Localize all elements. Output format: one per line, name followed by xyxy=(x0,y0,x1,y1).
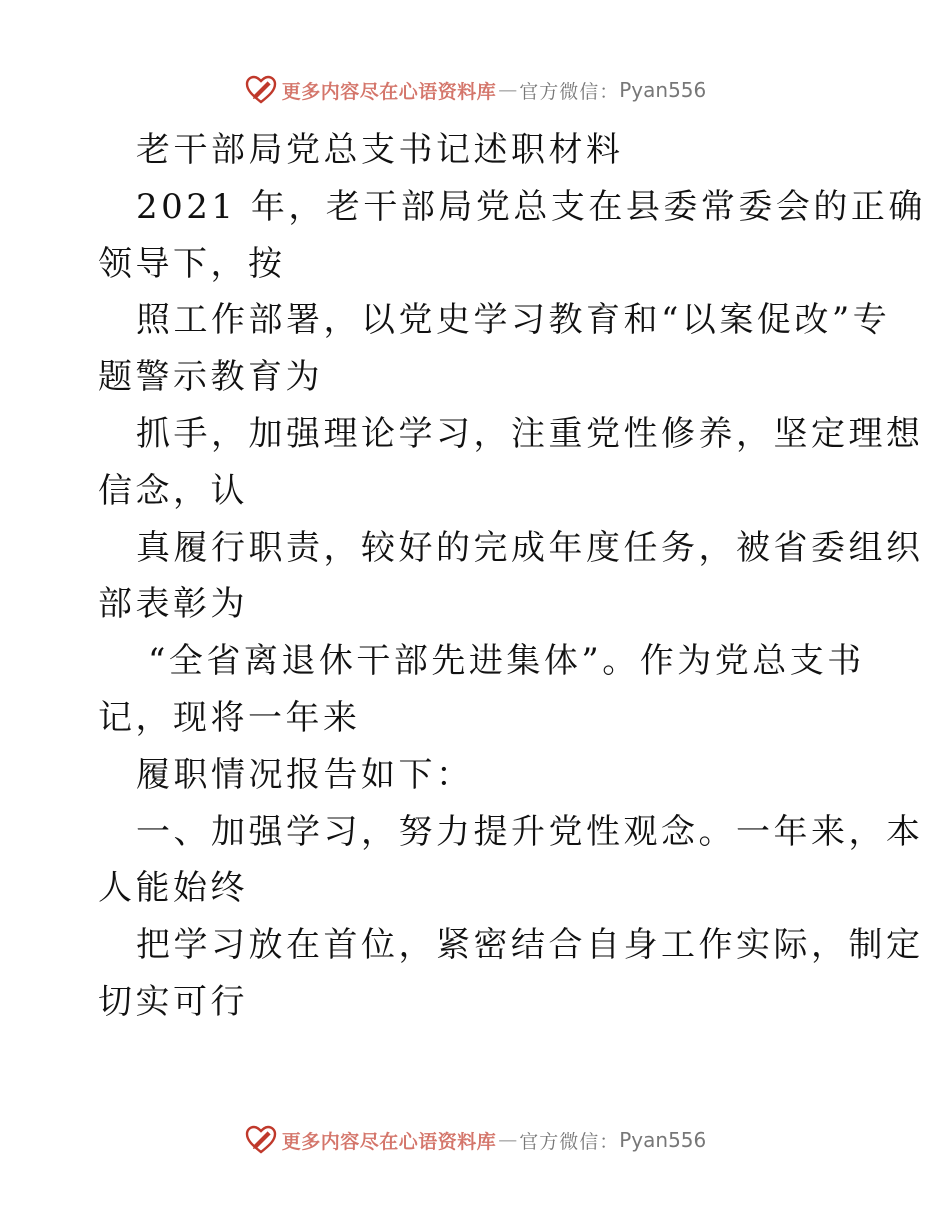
document-body xyxy=(98,122,926,1031)
paragraph-line: 真履行职责，较好的完成年度任务，被省委组织 xyxy=(136,527,924,568)
paragraph-line: 切实可行 xyxy=(98,981,248,1022)
banner-wechat-id: Pyan556 xyxy=(619,1128,707,1152)
banner-separator: — xyxy=(498,79,518,101)
paragraph-line: 部表彰为 xyxy=(98,584,248,625)
heart-pen-logo-icon xyxy=(244,73,278,107)
paragraph-line: 履职情况报告如下： xyxy=(136,754,474,795)
banner-wechat-id: Pyan556 xyxy=(619,78,707,102)
paragraph-line: “全省离退休干部先进集体”。作为党总支书 xyxy=(148,641,865,682)
heart-pen-logo-icon xyxy=(244,1123,278,1157)
banner-sub-text: 官方微信： xyxy=(519,80,620,103)
section-heading-line: 一、加强学习，努力提升党性观念。一年来，本 xyxy=(136,811,924,852)
banner-sub-text: 官方微信： xyxy=(519,1130,620,1153)
paragraph-line: 题警示教育为 xyxy=(98,357,323,398)
header-banner xyxy=(0,72,950,108)
paragraph-line: 记，现将一年来 xyxy=(98,697,361,738)
paragraph-line: 信念，认 xyxy=(98,470,248,511)
banner-main-text: 更多内容尽在心语资料库 xyxy=(281,1130,497,1153)
footer-banner xyxy=(0,1122,950,1158)
banner-main-text: 更多内容尽在心语资料库 xyxy=(281,80,497,103)
paragraph-line: 抓手，加强理论学习，注重党性修养，坚定理想 xyxy=(136,413,924,454)
banner-separator: — xyxy=(498,1129,518,1151)
paragraph-line: 领导下，按 xyxy=(98,243,286,284)
paragraph-line: 人能始终 xyxy=(98,868,248,909)
paragraph-line: 2021 年，老干部局党总支在县委常委会的正确 xyxy=(136,186,926,227)
paragraph-line: 把学习放在首位，紧密结合自身工作实际，制定 xyxy=(136,925,924,966)
paragraph-line: 照工作部署，以党史学习教育和“以案促改”专 xyxy=(136,300,891,341)
document-title: 老干部局党总支书记述职材料 xyxy=(136,130,624,170)
